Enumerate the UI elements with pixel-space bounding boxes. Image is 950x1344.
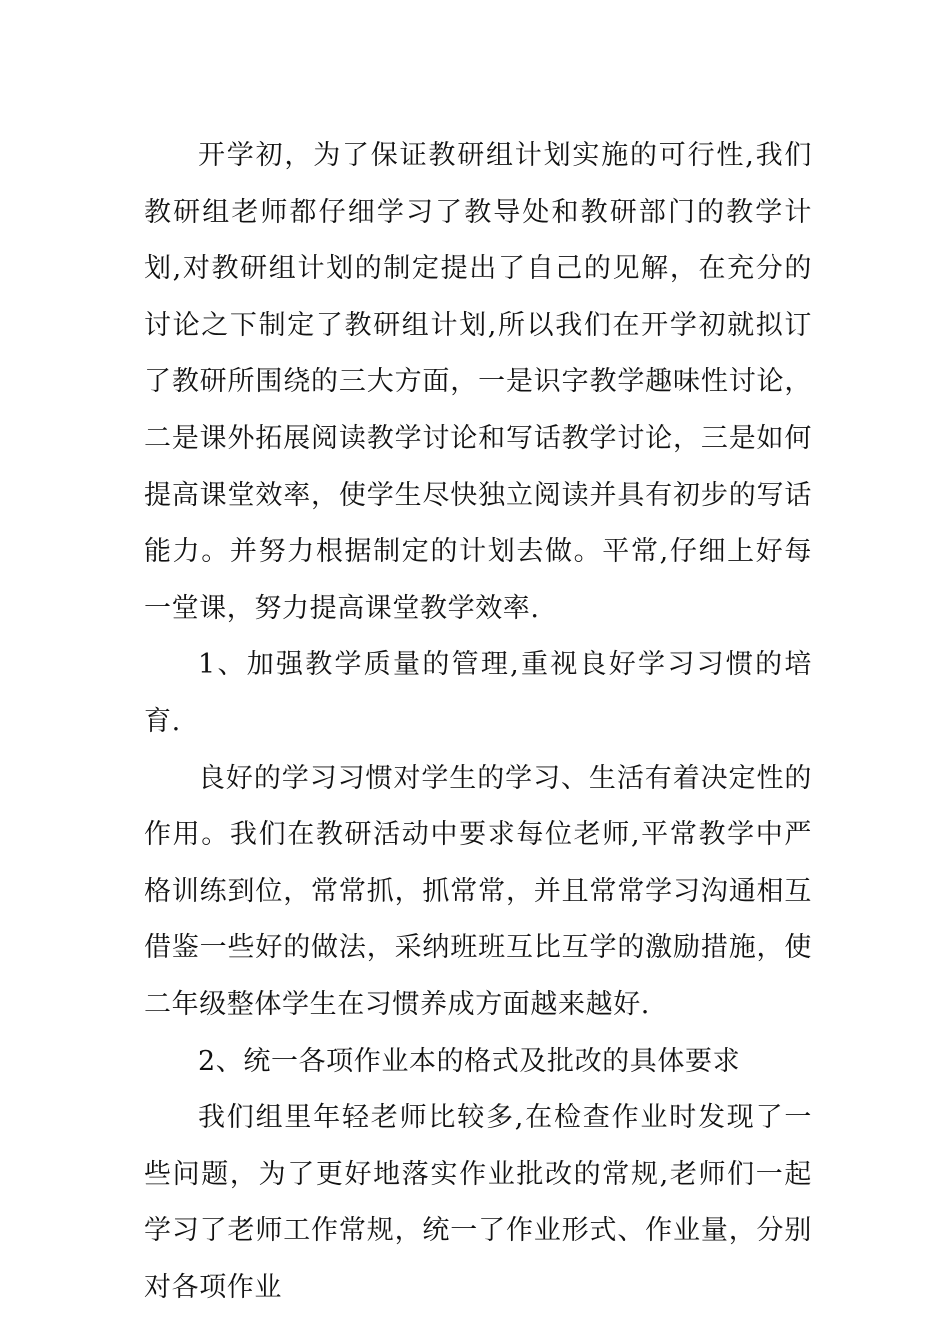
paragraph-habits: 良好的学习习惯对学生的学习、生活有着决定性的作用。我们在教研活动中要求每位老师,平常教学中严格训练到位，常常抓，抓常常，并且常常学习沟通相互借鉴一些好的做法，采纳班班互比互学的激励措施，使二年级整体学生在习惯养成方面越来越好. bbox=[144, 762, 812, 1020]
heading-point-2: 2、统一各项作业本的格式及批改的具体要求 bbox=[198, 1045, 741, 1077]
paragraph-homework: 我们组里年轻老师比较多,在检查作业时发现了一些问题，为了更好地落实作业批改的常规,老师们一起学习了老师工作常规，统一了作业形式、作业量，分别对各项作业 bbox=[144, 1102, 812, 1303]
heading-point-1: 1、加强教学质量的管理,重视良好学习习惯的培育. bbox=[144, 649, 812, 737]
document-body bbox=[144, 128, 812, 1316]
paragraph-intro: 开学初，为了保证教研组计划实施的可行性,我们教研组老师都仔细学习了教导处和教研部门的教学计划,对教研组计划的制定提出了自己的见解，在充分的讨论之下制定了教研组计划,所以我们在开学初就拟订了教研所围绕的三大方面，一是识字教学趣味性讨论，二是课外拓展阅读教学讨论和写话教学讨论，三是如何提高课堂效率，使学生尽快独立阅读并具有初步的写话能力。并努力根据制定的计划去做。平常,仔细上好每一堂课，努力提高课堂教学效率. bbox=[144, 140, 812, 624]
